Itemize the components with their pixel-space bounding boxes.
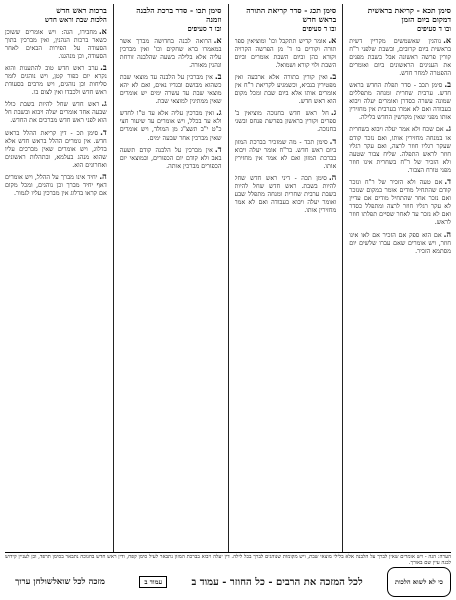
paragraph-text: יחיד אינו מברך על ההלל, ויש אומרים דאף יחיד מברך וכן נוהגים, ומכל מקום אם קראו בדלוג אין מברכין עליו לגמור. [5,174,107,198]
paragraph-text: אין מברכין על הלבנה עד מוצאי שבת כשהוא מבושם ובגדיו נאים, ואם לא יהא מוצאי שבת עד עשרה ימים יש אומרים שאין ממתינין למוצאי שבת. [119,73,222,106]
paragraph-text: ראש חדש שחל להיות בשבת כולל שבעה אחד אומרים יעלה ויבוא ובשבת חל הוא לפני ראש חדש מברכים את החדש. [5,101,107,125]
paragraph [120,108,222,142]
paragraph-text: אם שכח ולא אמר יעלה ויבוא בשחרית או במנחה מחזירין אותו, ואם נזכר קודם שעקר רגליו חוזר לרצה, ואם עקר רגליו חוזר לראש התפלה. שליח צבור שטעה ולא הזכיר של ר"ח בשחרית אינו חוזר מפני טורח הצבור. [349,126,451,174]
section-subheading: הלכות שבת וראש חדש [44,16,107,24]
paragraph [349,36,451,78]
logo-left [5,568,115,596]
paragraph-text: סימן תכ - דין קריאת ההלל בראש חדש. אין גומרים ההלל בראש חדש אלא בדלוג, ויש אומרים שאין מברכים עליו שהוא מנהג בעלמא, ובתהלות ראשונים ואחרונים הוא. [5,129,107,169]
paragraph-number: ב. [100,61,107,72]
column-1 [349,4,451,552]
column-divider [342,4,343,552]
paragraph-number: ג. [330,107,337,118]
footnote: הערה: הגה - ויש אומרים שאין לברך על הלבנה אלא בלילי מוצאי שבת, ויש מקומות שנוהגים לברך בכל לילה. דין יעלה ויבוא בברכת המזון נתבאר לעיל סימן קפח, ודין ראש חדש בחנוכה נתבאר בסימן תרפד, וכן לעניין קידוש לבנה עיין שם באורך. [5,554,451,567]
paragraph [120,36,222,70]
section-heading: ברכות ראש חדש [56,6,107,15]
footer-slogan: לכל המזכה את הרבים - כל החוזר - עמוד ב [191,576,363,588]
paragraph-text: אם טעה ולא הזכיר של ר"ח ונזכר קודם שהתחיל מודים אומר במקום שנזכר ואם נזכר אחר שהתחיל מודים אם עדיין לא עקר רגליו חוזר לרצה ומתפלל כסדר ואם לא נזכר עד לאחר שסיים תפלתו חוזר לראש. [349,179,451,227]
logo-left-sub: שולחן ערוך [15,577,53,587]
paragraph [235,173,337,215]
column-divider [113,4,114,552]
paragraph-number: ב. [329,70,337,81]
paragraph [120,145,222,171]
section-heading: סימן תכו - סדר ברכת הלבנה וזמנה [136,6,222,24]
paragraph-number: ה. [99,171,107,181]
column-3 [120,4,222,552]
paragraph-number: ה. [443,228,451,239]
paragraph [5,63,107,97]
paragraph-text: אם הוא ספק אם הזכיר אם לאו אינו חוזר, ויש אומרים שאם עברו שלשים יום מסתמא הזכיר. [349,231,451,255]
paragraph-number: ה. [328,171,337,182]
paragraph-text: נוהגין שאשמשים מקריין דשית בראשית ביום קרובים, ובשבת שלפני ר"ח קורין פרשה ראשונה אבל בשבת מפנים את הענינים הראשונים ביום ואומרים ההפטרה למחר חדש. [349,37,451,77]
logo-left-title: מזכה לכל שואל [52,577,105,587]
paragraph-number: ג. [101,98,107,109]
paragraph [5,99,107,125]
paragraph [235,108,337,134]
paragraph [349,124,451,175]
columns-area [5,4,451,552]
paragraph [5,128,107,170]
column-2 [235,4,337,552]
paragraph-text: סימן תכב - סדר תפלת החדש בראש חדש. ערבית שחרית ומנחה מתפללים שמונה עשרה כסדרן ואומרים יעלה ויבוא בעבודה ואם לא אמרו בערבית אין מחזירין אותו מפני שאין מקדשין החדש בלילה. [349,81,451,122]
paragraph-number: ג. [216,107,222,118]
paragraph [5,27,107,61]
paragraph [235,72,337,106]
section-subheading: ובו ד סעיפים [417,25,451,33]
paragraph-number: ב. [444,78,451,89]
paragraph-number: ד. [329,135,337,146]
column-4 [5,4,107,552]
paragraph [235,137,337,171]
section-subheading: ובו ד סעיפים [302,25,337,33]
paragraph [235,36,337,70]
paragraph-number: א. [213,34,222,45]
paragraph-text: ערב ראש חדש טוב להתענות והוא נקרא יום כפור קטן, ויש נוהגים לומר סליחות וכן נוהגים, ויש מרבים בסעודת ראש חדש ולכבדו ואין לצום בו. [5,64,107,97]
section-heading: סימן תכג - סדר קריאת התורה בראש חדש [246,6,337,24]
column-divider [228,4,229,552]
paragraph [349,80,451,122]
paragraph-number: ב. [214,70,222,81]
paragraph-number: א. [98,25,107,36]
page-footer [5,552,451,597]
paragraph-number: ד. [100,126,107,137]
paragraph-number: ד. [444,176,451,186]
paragraph-text: אין מברכין על הלבנה קודם תשעה באב ולא קודם יום הכפורים, ובמוצאי יום הכפורים מברכין אותה. [119,146,222,170]
paragraph-text: חל ראש חדש בחנוכה מוציאין ב' ספרים וקורין בראשון בפרשת פנחס ובשני בחנוכה. [234,110,337,134]
section-heading: סימן תכא - קריאת בראשית דמקום ביום הזמן [367,6,451,24]
footer-row [5,567,451,597]
paragraph-text: מחבירו, הגה: ויש אומרים ששוכן כשאר ברכות הנהנין, ואין מברכין בתוך הסעודה על הפירות הבאים לאחר הסעודה, וכן מנהגנו. [5,28,107,60]
paragraph-text: ואין מברכין עליה אלא עד ט"ו לחדש ולא עד בכלל, ויש אומרים עד שיעור חצי כ"ט י"ב תשצ"ג מן המולד, ויש אומרים שאין מברכין אחר שבעה ימים. [119,110,222,142]
paragraph [349,177,451,228]
paragraph-number: א. [328,34,337,45]
paragraph-text: סימן תכד - מה שמזכיר בברכת המזון ביום ראש חדש. בר"ח אומר יעלה ויבוא בברכת המזון ואם לא אמר אין מחזירין אותו. [234,138,337,170]
section-subheading: ובו ד סעיפים [187,25,222,33]
paragraph-text: אומר קדיש תתקבל וכו' ומוציאין ספר תורה וקורים בו ד' מן הפרשה הקרויה וקורא כהן וביום השבת אומרים וביום השבת ולוי קורא ושמואל. [234,37,337,69]
paragraph-number: ג. [445,123,451,134]
paragraph-number: א. [443,34,451,45]
page-info: עמוד ב [139,576,167,588]
paragraph-text: ואין קורין בתורה אלא ארבעה ואין מפטירין בנביא, וכשמגיע לקריאת ר"ח אין אומרים אותו אלא ביום שבת ומכל מקום הוא ראש חדש. [234,73,337,106]
paragraph [5,172,107,198]
paragraph-text: הרואה לבנה בחדושה מברך אשר במאמרו ברא שחקים וכו' ואין מברכין עליה אלא בלילה בשעה שהלבנה זורחת ונהנין מאורה. [119,37,222,69]
paragraph [349,230,451,256]
paragraph-number: ד. [214,143,222,154]
logo-right: כי לא לשוא הלכות [387,567,451,597]
paragraph-text: סימן תכה - דיני ראש חדש שחל להיות בשבת. ראש חדש שחל להיות בשבת ערבית שחרית ומנחה מתפלל שבע ואומר יעלה ויבוא בעבודה ואם לא אמר מחזירין אותו. [234,174,337,215]
paragraph [120,72,222,106]
